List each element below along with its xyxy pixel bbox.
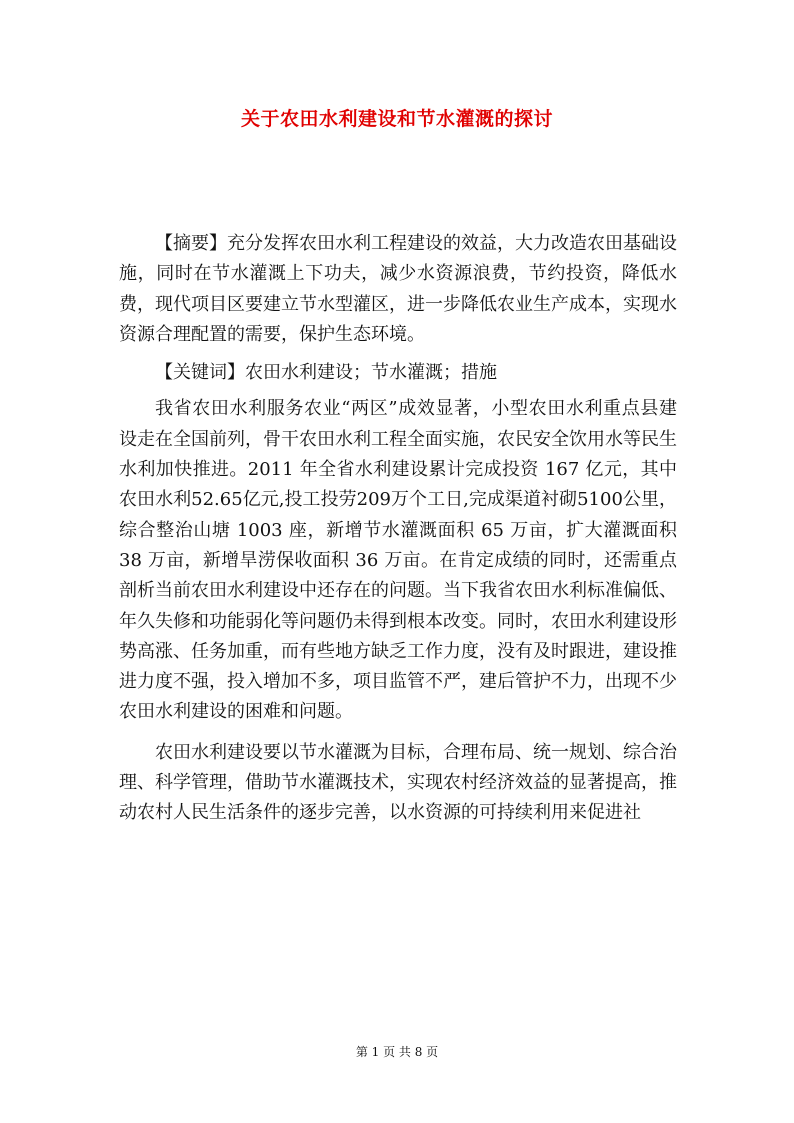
- abstract-paragraph: 【摘要】充分发挥农田水利工程建设的效益，大力改造农田基础设施，同时在节水灌溉上下功夫，减少水资源浪费，节约投资，降低水费，现代项目区要建立节水型灌区，进一步降低农业生产成本，实现水资源合理配置的需要，保护生态环境。: [119, 233, 677, 345]
- keywords-paragraph: 【关键词】农田水利建设；节水灌溉；措施: [155, 362, 497, 384]
- body-paragraph: 农田水利建设要以节水灌溉为目标，合理布局、统一规划、综合治理、科学管理，借助节水灌溉技术，实现农村经济效益的显著提高，推动农村人民生活条件的逐步完善，以水资源的可持续利用来促进社: [119, 741, 677, 824]
- document-body: [119, 229, 677, 829]
- body-paragraph: 我省农田水利服务农业“两区”成效显著，小型农田水利重点县建设走在全国前列，骨干农田水利工程全面实施，农民安全饮用水等民生水利加快推进。2011 年全省水利建设累计完成投资 167 亿元，其中农田水利52.65亿元,投工投劳209万个工日,完成渠道衬砌5100公里，综合整治山塘 1003 座，新增节水灌溉面积 65 万亩，扩大灌溉面积 38 万亩，新增旱涝保收面积 36 万亩。在肯定成绩的同时，还需重点剖析当前农田水利建设中还存在的问题。当下我省农田水利标准偏低、年久失修和功能弱化等问题仍未得到根本改变。同时，农田水利建设形势高涨、任务加重，而有些地方缺乏工作力度，没有及时跟进，建设推进力度不强，投入增加不多，项目监管不严，建后管护不力，出现不少农田水利建设的困难和问题。: [119, 398, 677, 723]
- document-title: 关于农田水利建设和节水灌溉的探讨: [240, 108, 553, 130]
- page-number-footer: 第 1 页 共 8 页: [355, 1045, 439, 1059]
